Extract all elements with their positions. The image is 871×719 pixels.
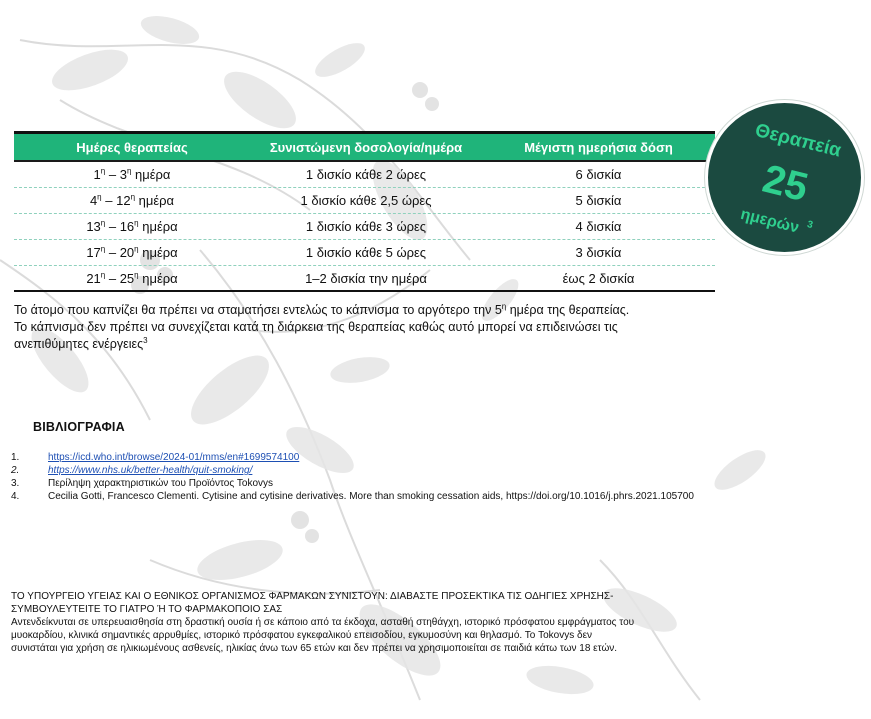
max-dose-cell: 5 δισκία [575, 193, 622, 208]
bibliography-list [11, 451, 711, 503]
days-cell: $21^\eta - 25^\eta$ ημέρα [86, 270, 178, 286]
dosage-cell: 1 δισκίο κάθε 2 ώρες [305, 167, 427, 182]
warning-line: Αντενδείκνυται σε υπερευαισθησία στη δραστική ουσία ή σε κάποιο από τα έκδοχα, ασταθή στηθάγχη, ιστορικό πρόσφατου εμφράγματος του [11, 617, 635, 628]
reference-number: 4. [11, 491, 20, 502]
dosage-cell: 1–2 δισκία την ημέρα [305, 270, 427, 286]
warning-line: μυοκαρδίου, κλινικά σημαντικές αρρυθμίες, ιστορικό πρόσφατου εγκεφαλικού επεισοδίου, εγκυμοσύνη και θηλασμό. Το Tokovys δεν [11, 630, 593, 641]
reference-item [11, 477, 711, 490]
reference-number: 1. [11, 452, 20, 463]
reference-item [11, 490, 711, 503]
max-dose-cell: 6 δισκία [575, 167, 622, 182]
reference-text: Περίληψη χαρακτηριστικών του Προϊόντος Tokovys [48, 478, 274, 489]
therapy-duration-badge [705, 100, 864, 255]
table-row [14, 240, 715, 266]
days-cell: $4^\eta - 12^\eta$ ημέρα [89, 192, 175, 208]
bibliography-title: ΒΙΒΛΙΟΓΡΑΦΙΑ [33, 420, 125, 434]
warning-line: συνιστάται για χρήση σε ηλικιωμένους ασθενείς, ηλικίας άνω των 65 ετών και δεν πρέπει να χρησιμοποιείται σε παιδιά κάτω των 18 ετών. [11, 643, 618, 654]
note-line1: Το άτομο που καπνίζει θα πρέπει να σταματήσει εντελώς το κάπνισμα το αργότερο την $5^\eta$ ημέρα της θεραπείας. [14, 301, 630, 317]
header-therapy-days: Ημέρες θεραπείας [76, 139, 188, 155]
regulatory-warning [11, 590, 671, 655]
reference-link[interactable]: https://www.nhs.uk/better-health/quit-smoking/ [48, 465, 253, 476]
days-cell: $1^\eta - 3^\eta$ ημέρα [93, 166, 171, 182]
warning-line: ΤΟ ΥΠΟΥΡΓΕΙΟ ΥΓΕΙΑΣ ΚΑΙ Ο ΕΘΝΙΚΟΣ ΟΡΓΑΝΙΣΜΟΣ ΦΑΡΜΑΚΩΝ ΣΥΝΙΣΤΟΥΝ: ΔΙΑΒΑΣΤΕ ΠΡΟΣΕΚΤΙΚΑ ΤΙΣ ΟΔΗΓΙΕΣ ΧΡΗΣΗΣ- [11, 591, 614, 602]
badge-number: 25 [758, 156, 813, 211]
dosage-cell: 1 δισκίο κάθε 5 ώρες [305, 245, 427, 260]
dosage-cell: 1 δισκίο κάθε 3 ώρες [305, 219, 427, 234]
note-line2: Το κάπνισμα δεν πρέπει να συνεχίζεται κατά τη διάρκεια της θεραπείας καθώς αυτό μπορεί να επιδεινώσει τις [14, 320, 618, 334]
reference-link[interactable]: https://icd.who.int/browse/2024-01/mms/en#1699574100 [48, 452, 300, 463]
table-header-row [14, 134, 715, 162]
warning-line: ΣΥΜΒΟΥΛΕΥΤΕΙΤΕ ΤΟ ΓΙΑΤΡΟ Ή ΤΟ ΦΑΡΜΑΚΟΠΟΙΟ ΣΑΣ [11, 604, 283, 615]
max-dose-cell: 4 δισκία [575, 219, 622, 234]
smoking-note [14, 302, 714, 353]
reference-number: 3. [11, 478, 20, 489]
note-line3: ανεπιθύμητες ενέργειες$^3$ [14, 335, 148, 351]
reference-item [11, 451, 711, 464]
badge-text-art [708, 103, 867, 258]
header-recommended-dosage: Συνιστώμενη δοσολογία/ημέρα [269, 139, 463, 155]
reference-text: Cecilia Gotti, Francesco Clementi. Cytisine and cytisine derivatives. More than smoking cessation aids, https://doi.org/10.1016/j.phrs.2021.105700 [48, 491, 694, 502]
table-row [14, 162, 715, 188]
table-row [14, 266, 715, 292]
max-dose-cell: έως 2 δισκία [562, 270, 635, 286]
table-row [14, 214, 715, 240]
header-max-daily-dose: Μέγιστη ημερήσια δόση [524, 139, 673, 155]
badge-line3: ημερών [738, 205, 801, 237]
reference-item [11, 464, 711, 477]
table-row [14, 188, 715, 214]
badge-line1: Θεραπεία [752, 119, 844, 162]
dosage-cell: 1 δισκίο κάθε 2,5 ώρες [300, 193, 432, 208]
days-cell: $17^\eta - 20^\eta$ ημέρα [86, 244, 178, 260]
dosage-table [14, 131, 715, 292]
badge-sup: 3 [805, 219, 815, 232]
days-cell: $13^\eta - 16^\eta$ ημέρα [86, 218, 178, 234]
max-dose-cell: 3 δισκία [575, 245, 622, 260]
reference-number: 2. [11, 465, 20, 476]
